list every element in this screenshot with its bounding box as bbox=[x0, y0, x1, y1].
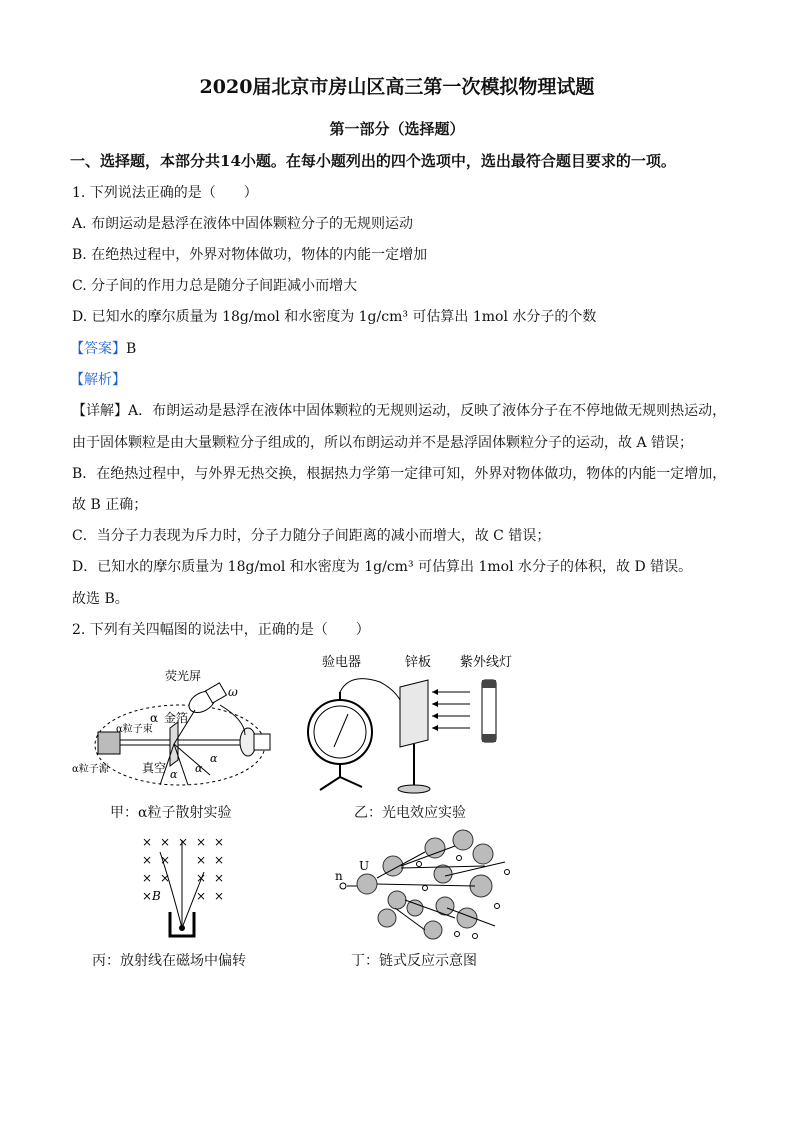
caption-fig-c: 丙：放射线在磁场中偏转 bbox=[92, 953, 246, 969]
label-alpha-beam: α粒子束 bbox=[116, 724, 153, 735]
svg-text:×: × bbox=[141, 889, 153, 903]
part-heading: 第一部分（选择题） bbox=[329, 120, 465, 138]
svg-text:×: × bbox=[159, 871, 171, 885]
alpha-scattering-diagram bbox=[70, 660, 290, 810]
q1-detail-line-6: D．已知水的摩尔质量为 18g/mol 和水密度为 1g/cm³ 可估算出 1mol 水分子的体积，故 D 错误。 bbox=[72, 559, 693, 575]
q1-option-c: C. 分子间的作用力总是随分子间距减小而增大 bbox=[72, 278, 358, 294]
label-b-field: B bbox=[152, 889, 161, 903]
page-title: 2020届北京市房山区高三第一次模拟物理试题 bbox=[199, 76, 595, 98]
label-uv-lamp: 紫外线灯 bbox=[460, 655, 513, 670]
svg-text:×: × bbox=[213, 871, 225, 885]
label-alpha-1: α bbox=[170, 768, 178, 781]
q1-option-d: D. 已知水的摩尔质量为 18g/mol 和水密度为 1g/cm³ 可估算出 1mol 水分子的个数 bbox=[72, 309, 597, 325]
answer-tag: 【答案】 bbox=[70, 341, 126, 357]
answer-value: B bbox=[126, 341, 137, 357]
figure-alpha-scattering bbox=[70, 660, 290, 830]
q1-detail-line-5: C．当分子力表现为斥力时，分子力随分子间距离的减小而增大，故 C 错误； bbox=[72, 528, 551, 544]
label-vacuum: 真空 bbox=[142, 761, 167, 775]
q1-stem: 1. 下列说法正确的是（ ） bbox=[72, 185, 258, 201]
caption-fig-b: 乙：光电效应实验 bbox=[354, 805, 466, 821]
q1-option-a: A. 布朗运动是悬浮在液体中固体颗粒分子的无规则运动 bbox=[72, 216, 414, 232]
label-zinc-plate: 锌板 bbox=[405, 655, 432, 670]
label-electroscope: 验电器 bbox=[322, 655, 362, 670]
label-neutron: n bbox=[335, 869, 343, 883]
label-alpha-top: α bbox=[150, 711, 159, 725]
q1-detail-line-3: B．在绝热过程中，与外界无热交换，根据热力学第一定律可知，外界对物体做功，物体的内能一定增加， bbox=[72, 466, 727, 482]
svg-text:×: × bbox=[213, 853, 225, 867]
label-gold-foil: 金箔 bbox=[164, 711, 189, 725]
q1-detail-line-7: 故选 B。 bbox=[72, 591, 129, 607]
figure-photoelectric bbox=[300, 652, 520, 830]
svg-text:×: × bbox=[141, 853, 153, 867]
label-alpha-source: α粒子源 bbox=[72, 764, 109, 775]
svg-text:×: × bbox=[195, 871, 207, 885]
q1-option-b: B. 在绝热过程中，外界对物体做功，物体的内能一定增加 bbox=[72, 247, 428, 263]
chain-reaction-diagram bbox=[335, 826, 535, 944]
q1-detail-line-1 bbox=[72, 400, 726, 420]
detail-tag: 【详解】 bbox=[72, 403, 128, 419]
svg-text:×: × bbox=[141, 835, 153, 849]
caption-fig-d: 丁：链式反应示意图 bbox=[351, 953, 477, 969]
q1-detail-line-4: 故 B 正确； bbox=[72, 497, 148, 513]
svg-text:×: × bbox=[141, 871, 153, 885]
figure-magnetic-deflection bbox=[92, 832, 272, 972]
magnetic-deflection-diagram bbox=[92, 832, 272, 940]
section-heading: 一、选择题，本部分共14小题。在每小题列出的四个选项中，选出最符合题目要求的一项。 bbox=[70, 152, 676, 170]
label-alpha-2: α bbox=[195, 762, 203, 775]
analysis-tag: 【解析】 bbox=[70, 372, 126, 388]
svg-text:×: × bbox=[177, 835, 189, 849]
svg-text:×: × bbox=[159, 835, 171, 849]
q2-stem: 2. 下列有关四幅图的说法中，正确的是（ ） bbox=[72, 622, 370, 638]
q1-answer bbox=[70, 338, 136, 358]
q1-detail-line-2: 由于固体颗粒是由大量颗粒分子组成的，所以布朗运动并不是悬浮固体颗粒分子的运动，故 A 错误； bbox=[72, 435, 694, 451]
svg-text:×: × bbox=[213, 889, 225, 903]
svg-text:×: × bbox=[213, 835, 225, 849]
svg-text:×: × bbox=[195, 835, 207, 849]
label-alpha-3: α bbox=[210, 752, 218, 765]
detail-text: A．布朗运动是悬浮在液体中固体颗粒的无规则运动，反映了液体分子在不停地做无规则热运动， bbox=[128, 403, 727, 419]
svg-text:×: × bbox=[159, 853, 171, 867]
photoelectric-diagram bbox=[300, 652, 520, 802]
label-uranium: U bbox=[359, 859, 370, 873]
figure-chain-reaction bbox=[335, 826, 535, 972]
caption-fig-a: 甲：α粒子散射实验 bbox=[110, 805, 232, 821]
label-screen: 荧光屏 bbox=[165, 669, 202, 683]
svg-text:×: × bbox=[195, 889, 207, 903]
label-omega: ω bbox=[228, 685, 238, 699]
svg-text:×: × bbox=[195, 853, 207, 867]
